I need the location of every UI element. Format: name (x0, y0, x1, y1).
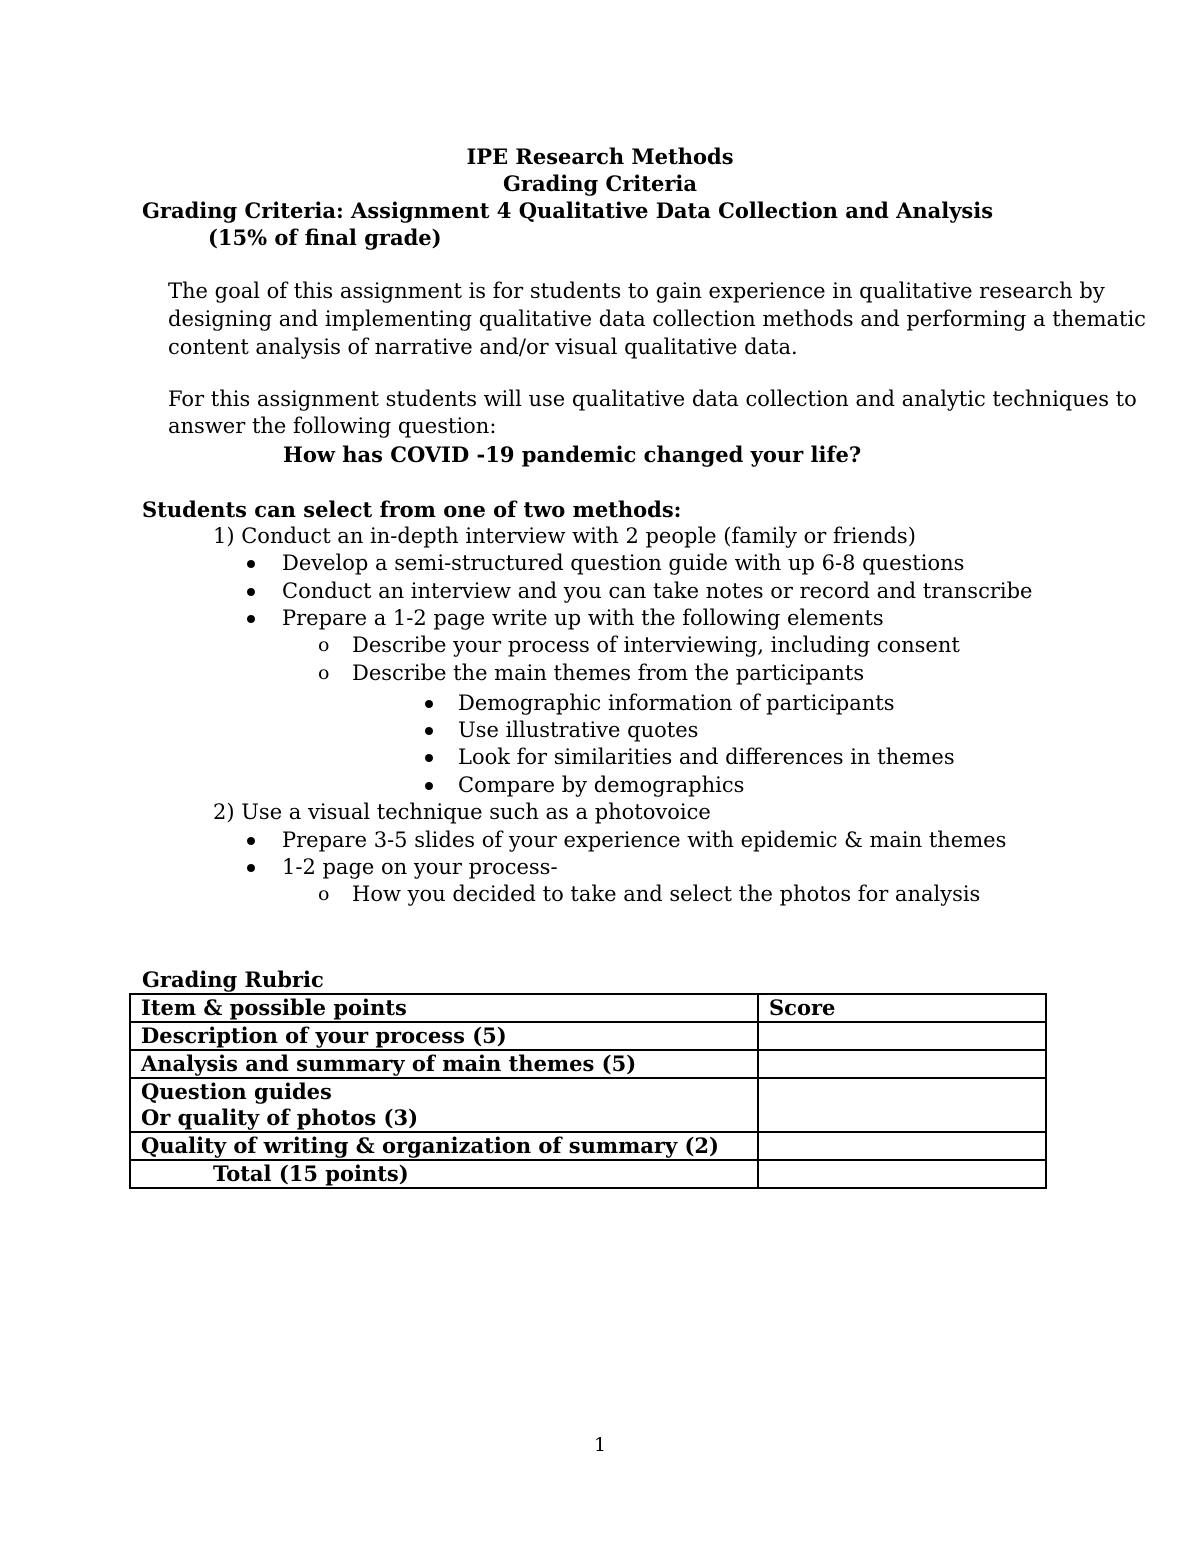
method-1-sub-2: Describe the main themes from the participants (352, 661, 865, 685)
row-item: Quality of writing & organization of summary (2) (130, 1132, 758, 1160)
document-title: Grading Criteria (503, 171, 697, 196)
table-row (130, 1022, 1046, 1050)
sub-bullet-marker: o (318, 883, 330, 905)
row-score (758, 1022, 1046, 1050)
course-title: IPE Research Methods (466, 144, 734, 169)
method-1-bullet-3: Prepare a 1-2 page write up with the following elements (282, 606, 884, 630)
page-number: 1 (593, 1434, 607, 1456)
row-item (130, 1078, 758, 1132)
task-line-1: For this assignment students will use qualitative data collection and analytic techniques to (168, 387, 1137, 411)
method-1-title: 1) Conduct an in-depth interview with 2 people (family or friends) (213, 524, 916, 548)
row-item-line-1: Question guides (141, 1079, 332, 1104)
header-score: Score (758, 994, 1046, 1022)
method-2-bullet-2: 1-2 page on your process- (282, 855, 558, 879)
grade-weight: (15% of final grade) (208, 225, 442, 250)
bullet-icon (425, 727, 433, 735)
method-1-subsub-1: Demographic information of participants (458, 691, 895, 715)
bullet-icon (247, 588, 255, 596)
task-line-2: answer the following question: (168, 414, 497, 438)
table-row (130, 1050, 1046, 1078)
grading-rubric-table (129, 993, 1047, 1189)
row-score (758, 1132, 1046, 1160)
method-1-sub-1: Describe your process of interviewing, including consent (352, 633, 960, 657)
goal-line-2: designing and implementing qualitative data collection methods and performing a thematic (168, 307, 1146, 331)
table-row-total (130, 1160, 1046, 1188)
row-item: Analysis and summary of main themes (5) (130, 1050, 758, 1078)
bullet-icon (247, 560, 255, 568)
row-item: Description of your process (5) (130, 1022, 758, 1050)
row-item-total: Total (15 points) (130, 1160, 758, 1188)
row-item-line-2: Or quality of photos (3) (141, 1105, 419, 1130)
method-1-bullet-1: Develop a semi-structured question guide with up 6-8 questions (282, 551, 965, 575)
table-row (130, 1078, 1046, 1132)
table-header-row (130, 994, 1046, 1022)
sub-bullet-marker: o (318, 634, 330, 656)
goal-line-1: The goal of this assignment is for students to gain experience in qualitative research by (168, 279, 1105, 303)
header-item: Item & possible points (130, 994, 758, 1022)
table-row (130, 1132, 1046, 1160)
sub-bullet-marker: o (318, 662, 330, 684)
rubric-heading: Grading Rubric (142, 967, 324, 992)
method-1-subsub-4: Compare by demographics (458, 773, 745, 797)
bullet-icon (425, 754, 433, 762)
bullet-icon (425, 700, 433, 708)
method-1-subsub-3: Look for similarities and differences in themes (458, 745, 955, 769)
row-score (758, 1050, 1046, 1078)
bullet-icon (247, 837, 255, 845)
bullet-icon (247, 864, 255, 872)
assignment-title: Grading Criteria: Assignment 4 Qualitative Data Collection and Analysis (142, 198, 994, 223)
row-score (758, 1160, 1046, 1188)
bullet-icon (247, 615, 255, 623)
goal-line-3: content analysis of narrative and/or visual qualitative data. (168, 335, 798, 359)
method-2-sub-1: How you decided to take and select the photos for analysis (352, 882, 981, 906)
method-1-subsub-2: Use illustrative quotes (458, 718, 699, 742)
row-score (758, 1078, 1046, 1132)
method-2-bullet-1: Prepare 3-5 slides of your experience with epidemic & main themes (282, 828, 1007, 852)
bullet-icon (425, 782, 433, 790)
method-1-bullet-2: Conduct an interview and you can take notes or record and transcribe (282, 579, 1033, 603)
research-question: How has COVID -19 pandemic changed your life? (283, 442, 862, 467)
method-2-title: 2) Use a visual technique such as a photovoice (213, 800, 711, 824)
methods-heading: Students can select from one of two methods: (142, 497, 682, 522)
